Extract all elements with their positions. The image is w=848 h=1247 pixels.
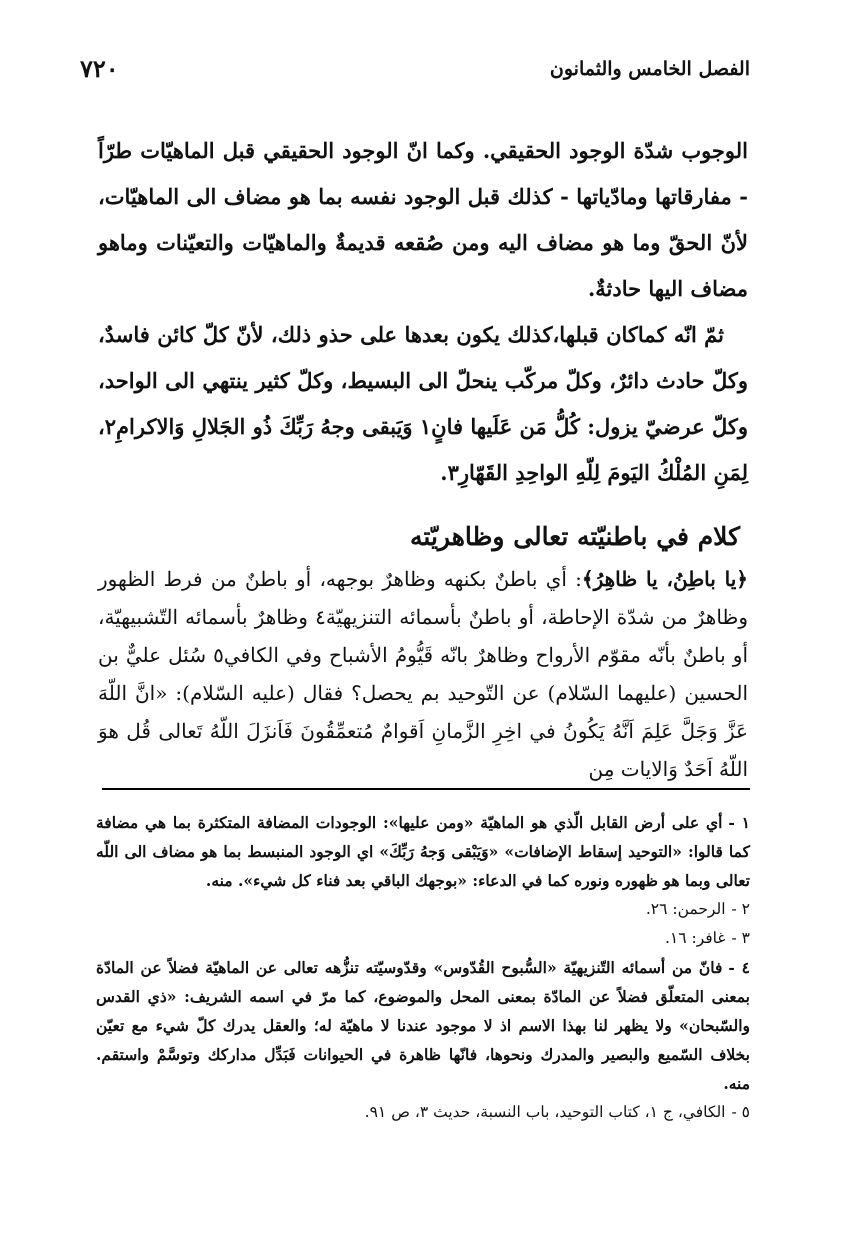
paragraph-3 <box>98 560 748 788</box>
main-text <box>98 128 748 788</box>
paragraph-3-text: : أي باطنٌ بكنهه وظاهرٌ بوجهه، أو باطنٌ من فرط الظهور وظاهرٌ من شدّة الإحاطة، أو باطنٌ بأسمائه التنزيهيّة٤ وظاهرٌ بأسمائه التّشبيهيّة، أو باطنٌ بأنّه مقوّم الأرواح وظاهرٌ بانّه قَيُّومُ الأشباح وفي الكافي٥ سُئل عليٌّ بن الحسين (عليهما السّلام) عن التّوحيد بم يحصل؟ فقال (عليه السّلام): «انَّ اللّهَ عَزَّ وَجَلَّ عَلِمَ اَنَّهُ يَكُونُ في اخِرِ الزَّمانِ اَقوامٌ مُتعمِّقُونَ فَاَنزَلَ اللّهُ تَعالى قُل هوَ اللّهُ اَحَدٌ وَالايات مِن <box>98 567 748 781</box>
quranic-invocation: ﴿يا باطِنُ، يا ظاهِرُ﴾ <box>581 567 748 591</box>
footnote-divider <box>102 788 750 790</box>
page-number: ٧٢٠ <box>80 54 119 83</box>
footnote-number: ٣ - <box>731 929 750 947</box>
footnote-3 <box>96 924 750 953</box>
footnote-1 <box>96 808 750 895</box>
footnote-4 <box>96 953 750 1098</box>
running-head <box>80 54 750 92</box>
footnote-2 <box>96 895 750 924</box>
paragraph-1: الوجوب شدّة الوجود الحقيقي. وكما انّ الوجود الحقيقي قبل الماهيّات طرّاً - مفارقاتها ومادّياتها - كذلك قبل الوجود نفسه بما هو مضاف الى الماهيّات، لأنّ الحقّ وما هو مضاف اليه ومن صُقعه قديمةٌ والماهيّات والتعيّنات وماهو مضاف اليها حادثةٌ. <box>98 138 748 301</box>
section-heading: كلام في باطنيّته تعالى وظاهريّته <box>410 522 740 551</box>
footnote-text: الكافي، ج ١، كتاب التوحيد، باب النسبة، حديث ٣، ص ٩١. <box>364 1103 726 1121</box>
footnotes <box>96 808 750 1127</box>
footnote-text: غافر: ١٦. <box>664 929 726 947</box>
footnote-number: ٥ - <box>731 1103 750 1121</box>
footnote-number: ١ - <box>728 813 750 832</box>
footnote-text: أي على أرض القابل الّذي هو الماهيّة «ومن عليها»: الوجودات المضافة المتكثرة بما هي مضافة كما قالوا: «التوحيد إسقاط الإضافات» «وَيَبْقى وَجهُ رَبِّكَ» اي الوجود المنبسط بما هو مضاف الى اللّه تعالى وبما هو ظهوره ونوره كما في الدعاء: «بوجهك الباقي بعد فناء كل شيء». منه. <box>96 813 750 890</box>
chapter-title: الفصل الخامس والثمانون <box>549 58 750 80</box>
paragraph-2: ثمّ انّه كماكان قبلها،كذلك يكون بعدها على حذو ذلك، لأنّ كلّ كائن فاسدٌ، وكلّ حادث دائرٌ، وكلّ مركّب ينحلّ الى البسيط، وكلّ كثير ينتهي الى الواحد، وكلّ عرضيّ يزول: كُلُّ مَن عَلَيها فانٍ١ وَيَبقى وجهُ رَبِّكَ ذُو الجَلالِ وَالاكرامِ٢، لِمَنِ المُلْكُ اليَومَ لِلّهِ الواحِدِ القَهّارِ٣. <box>97 322 748 485</box>
footnote-5 <box>96 1098 750 1127</box>
footnote-text: الرحمن: ٢٦. <box>645 900 726 918</box>
footnote-number: ٤ - <box>728 958 750 977</box>
footnote-text: فانّ من أسمائه التّنزيهيّة «السُّبوح القُدّوس» وقدّوسيّته تنزُّهه تعالى عن الماهيّة فضلاً عن المادّة بمعنى المتعلّق فضلاً عن المادّة بمعنى المحل والموضوع، كما مرّ في اسمه الشريف: «ذي القدس والسّبحان» ولا يظهر لنا بهذا الاسم اذ لا موجود عندنا لا ماهيّة له؛ والعقل يدرك كلّ شيء مع تعيّن بخلاف السّميع والبصير والمدرك ونحوها، فانّها ظاهرة في الحيوانات فَبَدِّل مداركك وتوسَّمْ واستقم. منه. <box>96 958 750 1093</box>
footnote-number: ٢ - <box>731 900 750 918</box>
